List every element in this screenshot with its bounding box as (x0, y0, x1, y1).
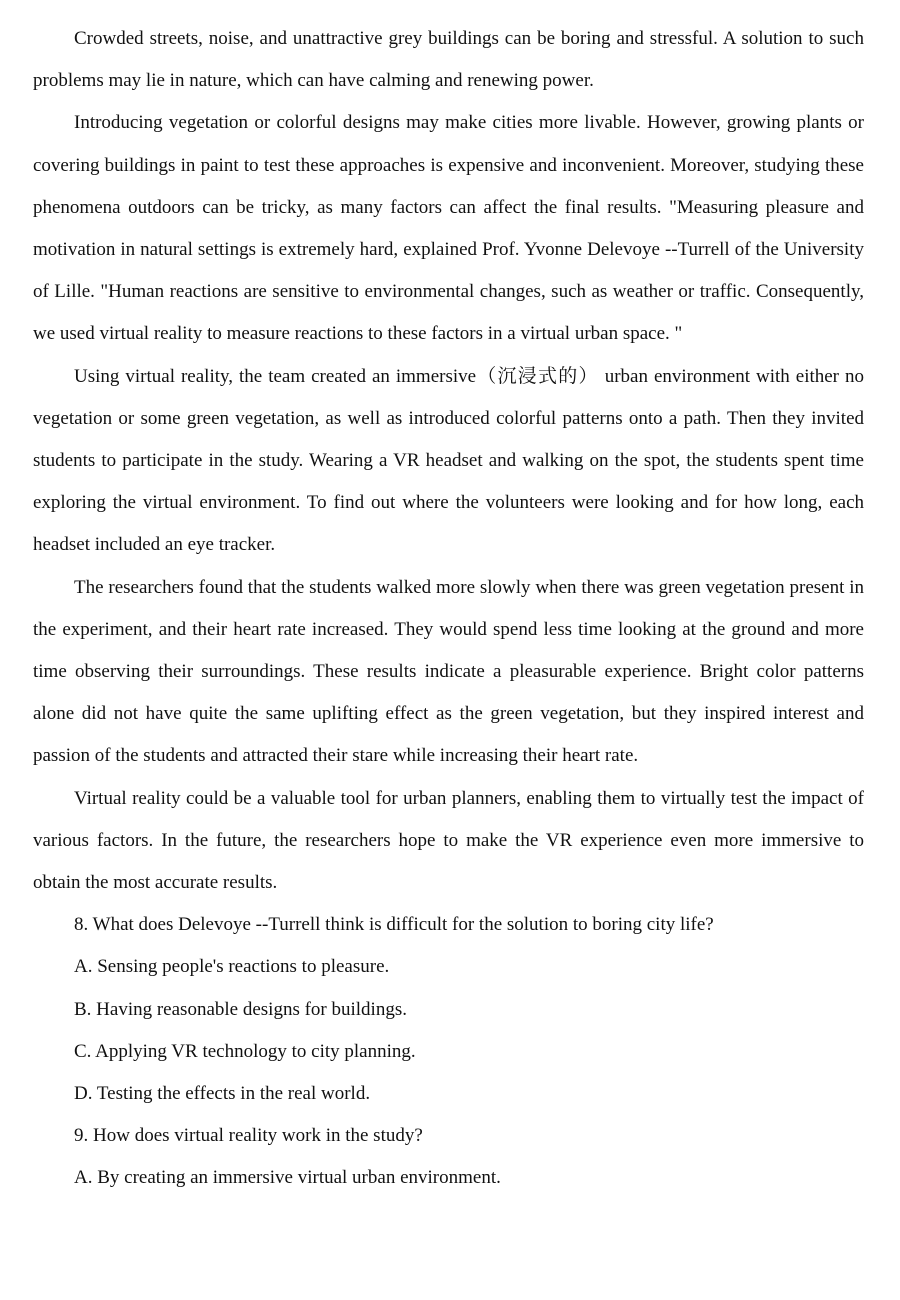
question-8-option-d: D. Testing the effects in the real world. (74, 1083, 371, 1105)
exam-page (33, 18, 864, 1200)
reading-passage (33, 18, 864, 904)
passage-paragraph-4: The researchers found that the students walked more slowly when there was green vegetation present in the experiment, and their heart rate increased. They would spend less time looking at the ground and more time observing their surroundings. These results indicate a pleasurable experience. Bright color patterns alone did not have quite the same uplifting effect as the green vegetation, but they inspired interest and passion of the students and attracted their stare while increasing their heart rate. (33, 576, 864, 767)
question-8-option-b: B. Having reasonable designs for buildings. (74, 998, 407, 1020)
passage-paragraph-2: Introducing vegetation or colorful designs may make cities more livable. However, growing plants or covering buildings in paint to test these approaches is expensive and inconvenient. Moreover, studying these phenomena outdoors can be tricky, as many factors can affect the final results. "Measuring pleasure and motivation in natural settings is extremely hard, explained Prof. Yvonne Delevoye --Turrell of the University of Lille. "Human reactions are sensitive to environmental changes, such as weather or traffic. Consequently, we used virtual reality to measure reactions to these factors in a virtual urban space. " (33, 112, 864, 345)
question-8 (33, 904, 864, 1115)
passage-paragraph-3: Using virtual reality, the team created an immersive（沉浸式的） urban environment with either no vegetation or some green vegetation, as well as introduced colorful patterns onto a path. Then they invited students to participate in the study. Wearing a VR headset and walking on the spot, the students spent time exploring the virtual environment. To find out where the volunteers were looking and for how long, each headset included an eye tracker. (33, 365, 864, 556)
passage-paragraph-1: Crowded streets, noise, and unattractive grey buildings can be boring and stressful. A solution to such problems may lie in nature, which can have calming and renewing power. (33, 28, 864, 92)
question-8-stem: 8. What does Delevoye --Turrell think is difficult for the solution to boring city life? (74, 914, 714, 936)
passage-paragraph-5: Virtual reality could be a valuable tool for urban planners, enabling them to virtually test the impact of various factors. In the future, the researchers hope to make the VR experience even more immersive to obtain the most accurate results. (33, 787, 864, 894)
question-8-option-c: C. Applying VR technology to city planning. (74, 1040, 416, 1062)
question-9 (33, 1115, 864, 1199)
question-9-option-a: A. By creating an immersive virtual urban environment. (74, 1167, 501, 1189)
question-9-stem: 9. How does virtual reality work in the study? (74, 1125, 423, 1147)
question-8-option-a: A. Sensing people's reactions to pleasure. (74, 956, 390, 978)
